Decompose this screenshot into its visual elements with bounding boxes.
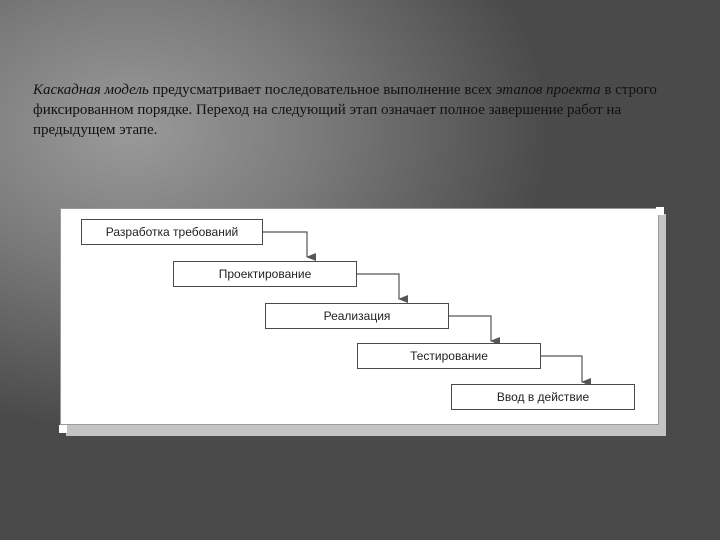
paragraph-text-1: предусматривает последовательное выполнение всех	[148, 82, 496, 98]
arrow-requirements-to-design	[263, 232, 307, 257]
stage-requirements: Разработка требований	[81, 219, 263, 245]
term-project-stages: этапов проекта	[495, 82, 601, 98]
arrow-design-to-implementation	[357, 274, 399, 299]
term-waterfall-model: Каскадная модель	[33, 82, 149, 98]
arrow-testing-to-deployment	[541, 356, 582, 382]
arrow-implementation-to-testing	[449, 316, 491, 341]
paragraph-text-2: в строго фиксированном порядке. Переход на следующий этап означает полное завершение работ на предыдущем этапе.	[33, 82, 657, 138]
stage-deployment: Ввод в действие	[451, 384, 635, 410]
stage-implementation: Реализация	[265, 303, 449, 329]
stage-design: Проектирование	[173, 261, 357, 287]
stage-testing: Тестирование	[357, 343, 541, 369]
